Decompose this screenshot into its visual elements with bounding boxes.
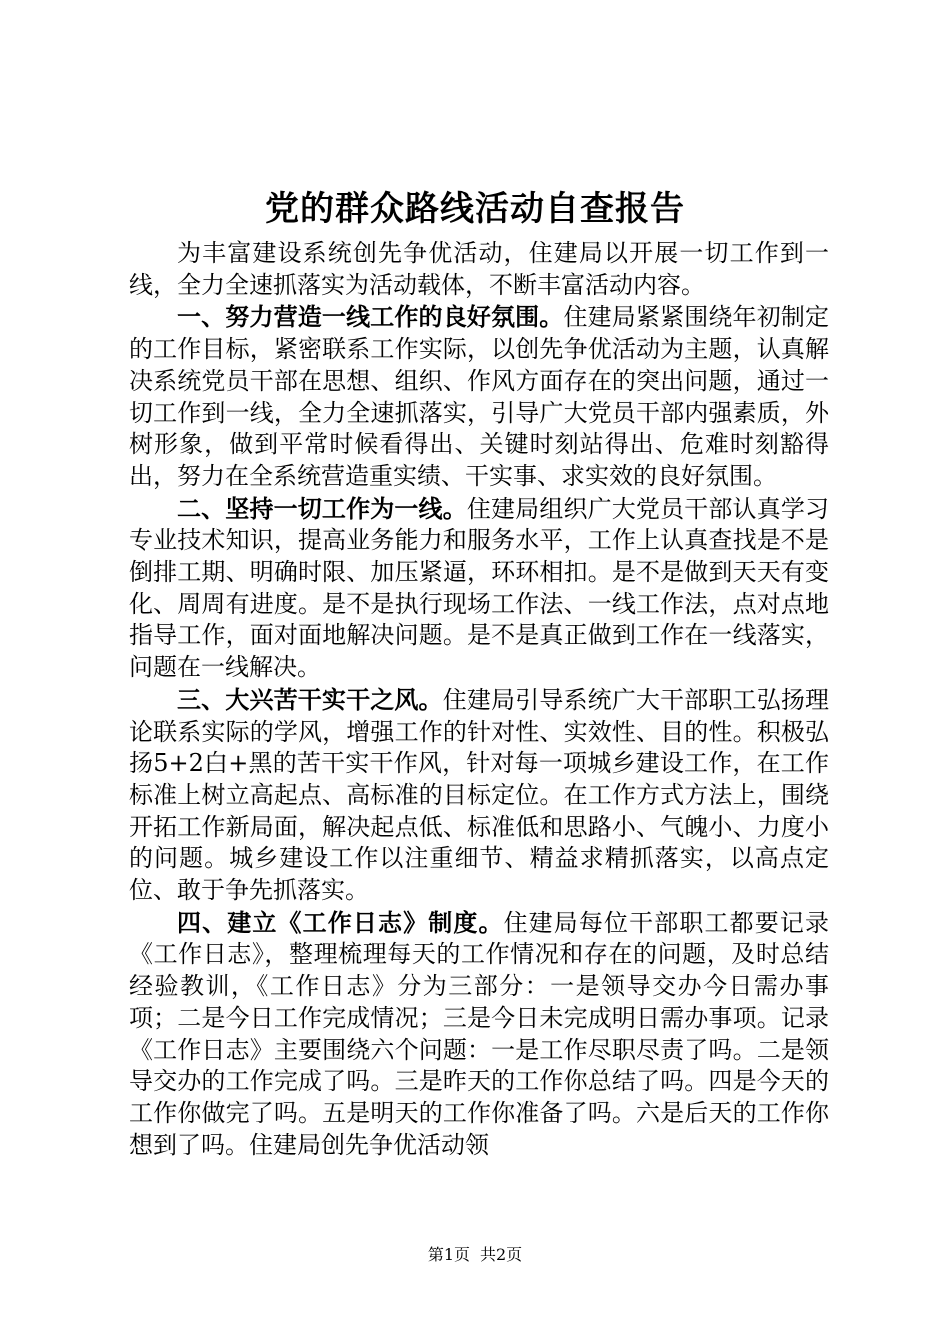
section-text-2: 住建局组织广大党员干部认真学习专业技术知识，提高业务能力和服务水平，工作上认真查找是不是倒排工期、明确时限、加压紧逼，环环相扣。是不是做到天天有变化、周周有进度。是不是执行现场工作法、一线工作法，点对点地指导工作，面对面地解决问题。是不是真正做到工作在一线落实，问题在一线解决。 [129, 494, 830, 682]
section-heading-1: 一、努力营造一线工作的良好氛围。 [177, 302, 564, 332]
section-paragraph-1 [129, 301, 829, 492]
section-text-4: 住建局每位干部职工都要记录《工作日志》，整理梳理每天的工作情况和存在的问题，及时总结经验教训，《工作日志》分为三部分：一是领导交办今日需办事项；二是今日工作完成情况；三是今日未完成明日需办事项。记录《工作日志》主要围绕六个问题：一是工作尽职尽责了吗。二是领导交办的工作完成了吗。三是昨天的工作你总结了吗。四是今天的工作你做完了吗。五是明天的工作你准备了吗。六是后天的工作你想到了吗。住建局创先争优活动领 [129, 908, 830, 1159]
page-total: 共2页 [480, 1245, 523, 1264]
section-text-1: 住建局紧紧围绕年初制定的工作目标，紧密联系工作实际，以创先争优活动为主题，认真解决系统党员干部在思想、组织、作风方面存在的突出问题，通过一切工作到一线，全力全速抓落实，引导广大党员干部内强素质，外树形象，做到平常时候看得出、关键时刻站得出、危难时刻豁得出，努力在全系统营造重实绩、干实事、求实效的良好氛围。 [129, 303, 830, 490]
section-paragraph-3 [129, 684, 829, 907]
section-paragraph-2 [129, 493, 829, 684]
section-heading-3: 三、大兴苦干实干之风。 [177, 684, 443, 714]
page-footer [0, 1244, 950, 1266]
intro-paragraph: 为丰富建设系统创先争优活动，住建局以开展一切工作到一线，全力全速抓落实为活动载体，不断丰富活动内容。 [129, 239, 829, 299]
section-heading-2: 二、坚持一切工作为一线。 [177, 493, 467, 523]
section-heading-4: 四、建立《工作日志》制度。 [177, 907, 504, 937]
page-number: 第1页 [427, 1245, 470, 1264]
section-paragraph-4 [129, 907, 829, 1162]
document-body [129, 238, 829, 1161]
section-text-3: 住建局引导系统广大干部职工弘扬理论联系实际的学风，增强工作的针对性、实效性、目的性。积极弘扬5+2白+黑的苦干实干作风，针对每一项城乡建设工作，在工作标准上树立高起点、高标准的目标定位。在工作方式方法上，围绕开拓工作新局面，解决起点低、标准低和思路小、气魄小、力度小的问题。城乡建设工作以注重细节、精益求精抓落实，以高点定位、敢于争先抓落实。 [129, 685, 830, 905]
page-title: 党的群众路线活动自查报告 [265, 189, 685, 229]
